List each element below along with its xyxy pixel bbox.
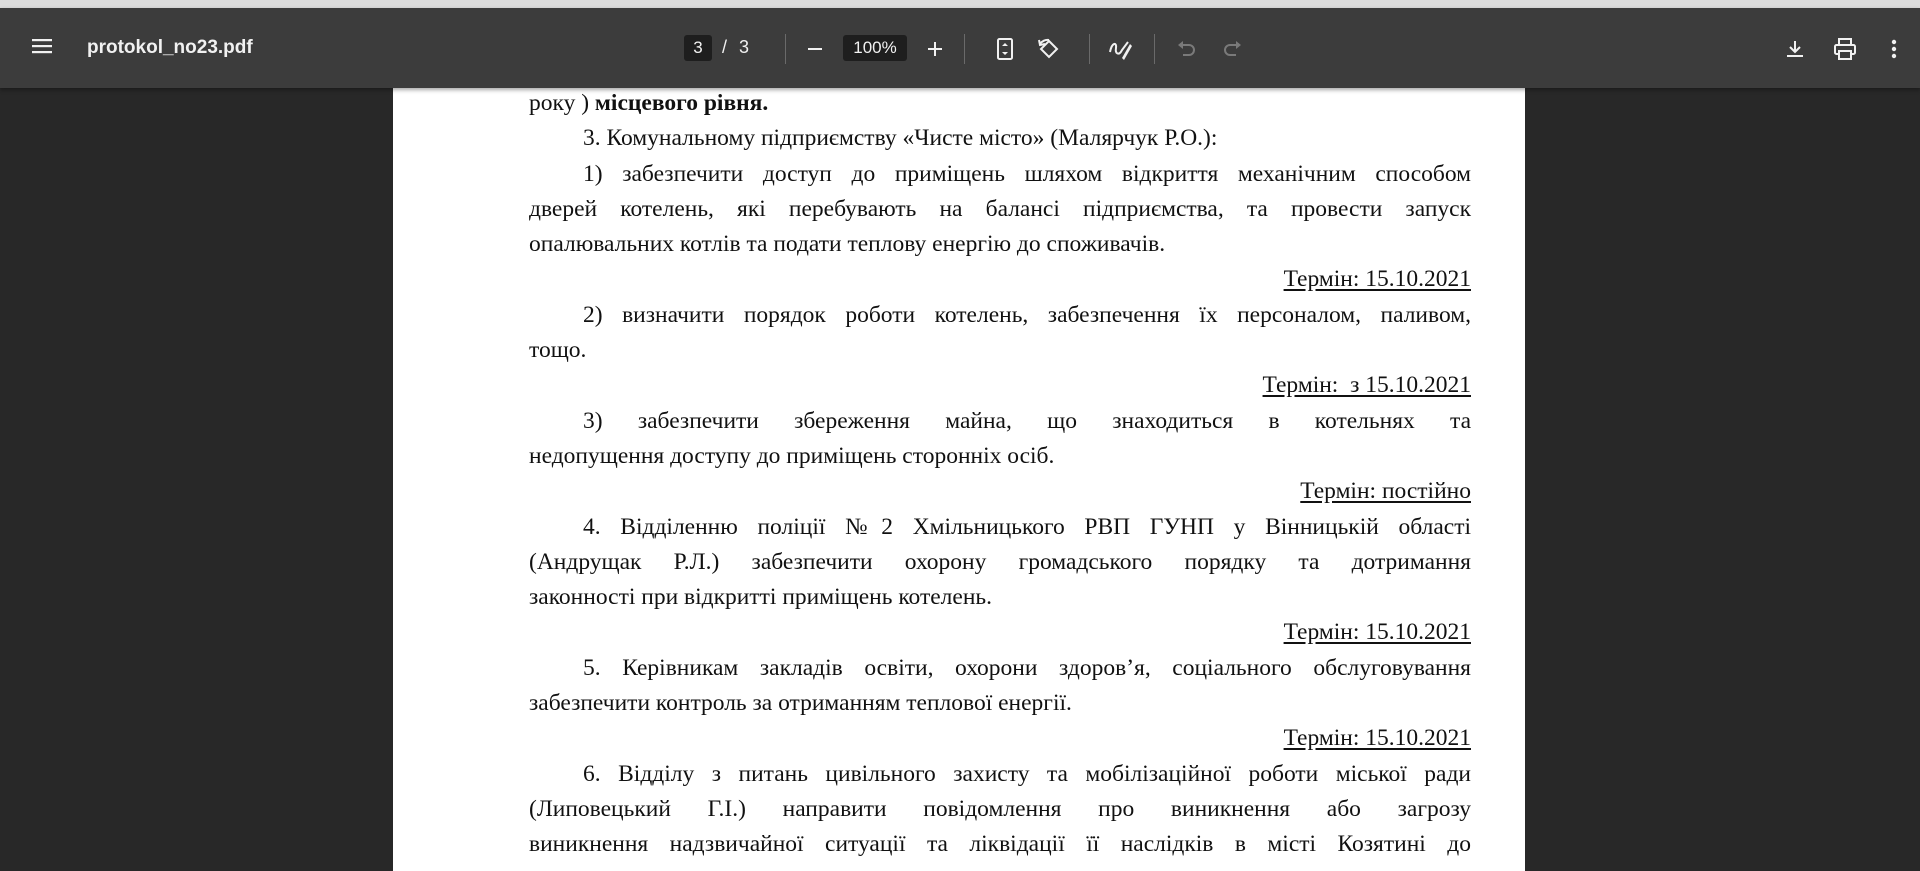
zoom-out-icon	[807, 41, 823, 57]
text-line: (Липовецький Г.І.) направити повідомлення про виникнення або загрозу	[529, 795, 1471, 822]
text-line	[529, 88, 1471, 121]
document-viewport[interactable]	[0, 88, 1920, 871]
text-line: законності при відкритті приміщень котелень.	[529, 584, 993, 611]
deadline-term: Термін: з 15.10.2021	[1262, 372, 1471, 399]
deadline-line	[529, 615, 1471, 650]
text-line: недопущення доступу до приміщень сторонніх осіб.	[529, 442, 1055, 469]
print-icon	[1833, 38, 1857, 60]
text-line: 2) визначити порядок роботи котелень, забезпечення їх персоналом, паливом,	[583, 301, 1471, 328]
deadline-term: Термін: 15.10.2021	[1283, 266, 1471, 293]
zoom-in-icon	[927, 41, 943, 57]
zoom-in-button[interactable]	[918, 32, 952, 66]
text-line: виникнення надзвичайної ситуації та ліквідації її наслідків в місті Козятині до	[529, 831, 1471, 858]
bold-text: місцевого рівня.	[594, 90, 769, 116]
print-button[interactable]	[1828, 32, 1862, 66]
text-line: забезпечити контроль за отриманням теплової енергії.	[529, 690, 1072, 717]
page-total: 3	[739, 37, 750, 57]
text-line: 3) забезпечити збереження майна, що знаходиться в котельнях та	[583, 407, 1471, 434]
more-icon	[1891, 39, 1897, 59]
page-text	[529, 88, 1471, 863]
toolbar-divider	[1089, 34, 1090, 64]
text-line: 5. Керівникам закладів освіти, охорони здоров’я, соціального обслуговування	[583, 654, 1471, 681]
paragraph-3: 3. Комунальному підприємству «Чисте місто» (Малярчук Р.О.):	[583, 125, 1218, 152]
toolbar-divider	[1154, 34, 1155, 64]
file-name: protokol_no23.pdf	[87, 37, 253, 58]
draw-button[interactable]	[1104, 32, 1138, 66]
text-line: 6. Відділу з питань цивільного захисту та мобілізаційної роботи міської ради	[583, 760, 1471, 787]
text-line: опалювальних котлів та подати теплову енергію до споживачів.	[529, 231, 1166, 258]
text-line: дверей котелень, які перебувають на балансі підприємства, та провести запуск	[529, 195, 1471, 222]
page-separator: /	[722, 37, 728, 57]
download-button[interactable]	[1778, 32, 1812, 66]
download-icon	[1785, 39, 1805, 59]
window-top-strip	[0, 0, 1920, 8]
text-fragment: року )	[529, 90, 590, 116]
undo-button[interactable]	[1170, 32, 1204, 66]
menu-button[interactable]	[22, 28, 62, 68]
pdf-toolbar	[0, 8, 1920, 88]
redo-button[interactable]	[1215, 32, 1249, 66]
toolbar-divider	[785, 34, 786, 64]
fit-page-icon	[996, 38, 1014, 60]
deadline-line	[529, 474, 1471, 509]
deadline-line	[529, 368, 1471, 403]
pdf-page	[393, 88, 1525, 871]
deadline-term: Термін: 15.10.2021	[1283, 725, 1471, 752]
draw-icon	[1108, 38, 1134, 60]
text-line: тощо.	[529, 337, 587, 364]
rotate-button[interactable]	[1032, 32, 1066, 66]
text-line: 1) забезпечити доступ до приміщень шляхом відкриття механічним способом	[583, 160, 1471, 187]
undo-icon	[1177, 40, 1197, 58]
deadline-line	[529, 262, 1471, 297]
fit-page-button[interactable]	[988, 32, 1022, 66]
zoom-out-button[interactable]	[798, 32, 832, 66]
toolbar-divider	[964, 34, 965, 64]
deadline-line	[529, 721, 1471, 756]
page-number-input[interactable]	[684, 35, 712, 61]
zoom-level-input[interactable]	[843, 35, 907, 61]
menu-icon	[31, 38, 53, 59]
deadline-term: Термін: 15.10.2021	[1283, 619, 1471, 646]
redo-icon	[1222, 40, 1242, 58]
text-line: 4. Відділенню поліції №2 Хмільницького РВП ГУНП у Вінницькій області	[583, 513, 1471, 540]
more-options-button[interactable]	[1877, 32, 1911, 66]
rotate-icon	[1037, 37, 1061, 61]
text-line: (Андрущак Р.Л.) забезпечити охорону громадського порядку та дотримання	[529, 548, 1471, 575]
deadline-term: Термін: постійно	[1300, 478, 1471, 505]
